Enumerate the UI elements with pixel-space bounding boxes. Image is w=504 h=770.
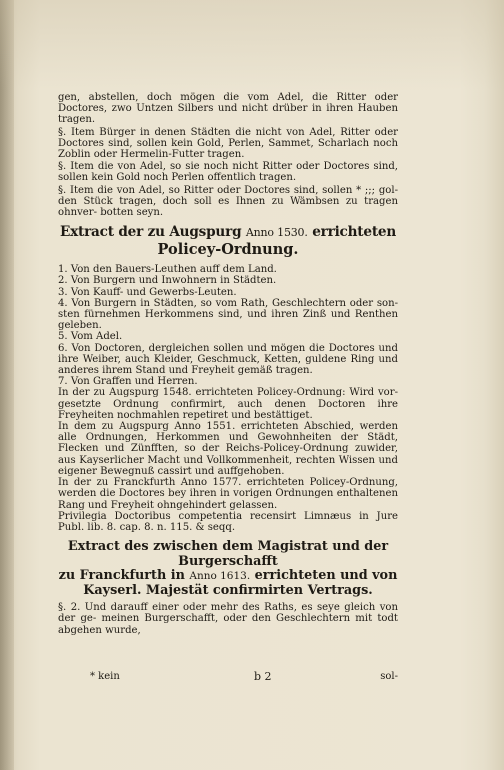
list-item: 4. Von Burgern in Städten, so vom Rath, Geschlechtern oder son- sten fürnehmen Herkommens sind, und ihren Zinß und Renthen geleben. [58, 297, 398, 332]
paragraph: §. Item Bürger in denen Städten die nicht von Adel, Ritter oder Doctores sind, sollen kein Gold, Perlen, Sammet, Scharlach noch Zoblin oder Hermelin-Futter tragen. [58, 126, 398, 161]
signature-mark: b 2 [254, 670, 272, 683]
list-item: 6. Von Doctoren, dergleichen sollen und mögen die Doctores und ihre Weiber, auch Kleider, Geschmuck, Ketten, guldene Ring und anderes ihrem Stand und Freyheit gemäß tragen. [58, 342, 398, 377]
heading-suffix: errichteten [312, 224, 397, 241]
list-item: 7. Von Graffen und Herren. [58, 376, 198, 388]
paragraph: §. Item die von Adel, so Ritter oder Doctores sind, sollen * ;;; gol- den Stück tragen, doch soll es Ihnen zu Wämbsen zu tragen ohnver- botten seyn. [58, 184, 398, 219]
heading-year: Anno 1613. [189, 570, 251, 583]
section-heading-policey: Policey-Ordnung. [157, 241, 299, 259]
page-gutter-shadow [0, 0, 14, 770]
heading-prefix: Extract der zu Augspurg [59, 224, 242, 241]
paragraph: In dem zu Augspurg Anno 1551. errichteten Abschied, werden alle Ordnungen, Herkommen und Gewohnheiten der Städt, Flecken und Zünfften, so der Reichs-Policey-Ordnung zuwider, aus Kayserlicher Macht und Vollkommenheit, rechten Wissen und eigener Bewegnuß cassirt und auffgehoben. [58, 421, 398, 477]
paragraph: In der zu Franckfurth Anno 1577. errichteten Policey-Ordnung, werden die Doctores bey ihren in vorigen Ordnungen enthaltenen Rang und Freyheit ohngehindert gelassen. [58, 477, 398, 511]
paragraph: §. Item die von Adel, so sie noch nicht Ritter oder Doctores sind, sollen kein Gold noch Perlen offentlich tragen. [58, 161, 398, 184]
heading-line: Kayserl. Majestät confirmirten Vertrags. [83, 582, 373, 598]
list-item: 2. Von Burgern und Inwohnern in Städten. [58, 275, 277, 287]
heading-year: Anno 1530. [245, 226, 308, 240]
list-item: 5. Vom Adel. [58, 331, 123, 343]
paragraph: §. 2. Und darauff einer oder mehr des Raths, es seye gleich von der ge- meinen Burgerschafft, oder den Geschlechtern mit todt abgehen wurde, [58, 602, 398, 636]
page-text [58, 92, 398, 636]
heading-prefix: zu Franckfurth in [58, 568, 185, 584]
heading-line: Extract des zwischen dem Magistrat und der Burgerschafft [67, 539, 389, 569]
catchword: sol- [380, 671, 398, 682]
paragraph: In der zu Augspurg 1548. errichteten Policey-Ordnung: Wird vor- gesetzte Ordnung confirmirt, auch denen Doctoren ihre Freyheiten nochmahlen repetiret und bestättiget. [58, 387, 398, 421]
footnote-mark: * kein [90, 671, 120, 682]
section-heading-augspurg [58, 225, 398, 240]
heading-line [58, 569, 398, 584]
section-heading-franckfurth [58, 540, 398, 598]
paragraph: gen, abstellen, doch mögen die vom Adel, die Ritter oder Doctores, zwo Untzen Silbers und nicht drüber in ihren Hauben tragen. [58, 92, 398, 126]
page-stain [0, 0, 504, 90]
heading-suffix: errichteten und von [254, 568, 398, 584]
list-item: 3. Von Kauff- und Gewerbs-Leuten. [58, 286, 237, 298]
list-item: 1. Von den Bauers-Leuthen auff dem Land. [58, 264, 277, 276]
paragraph: Privilegia Doctoribus competentia recensirt Limnæus in Jure Publ. lib. 8. cap. 8. n. 115. & seqq. [58, 510, 398, 533]
